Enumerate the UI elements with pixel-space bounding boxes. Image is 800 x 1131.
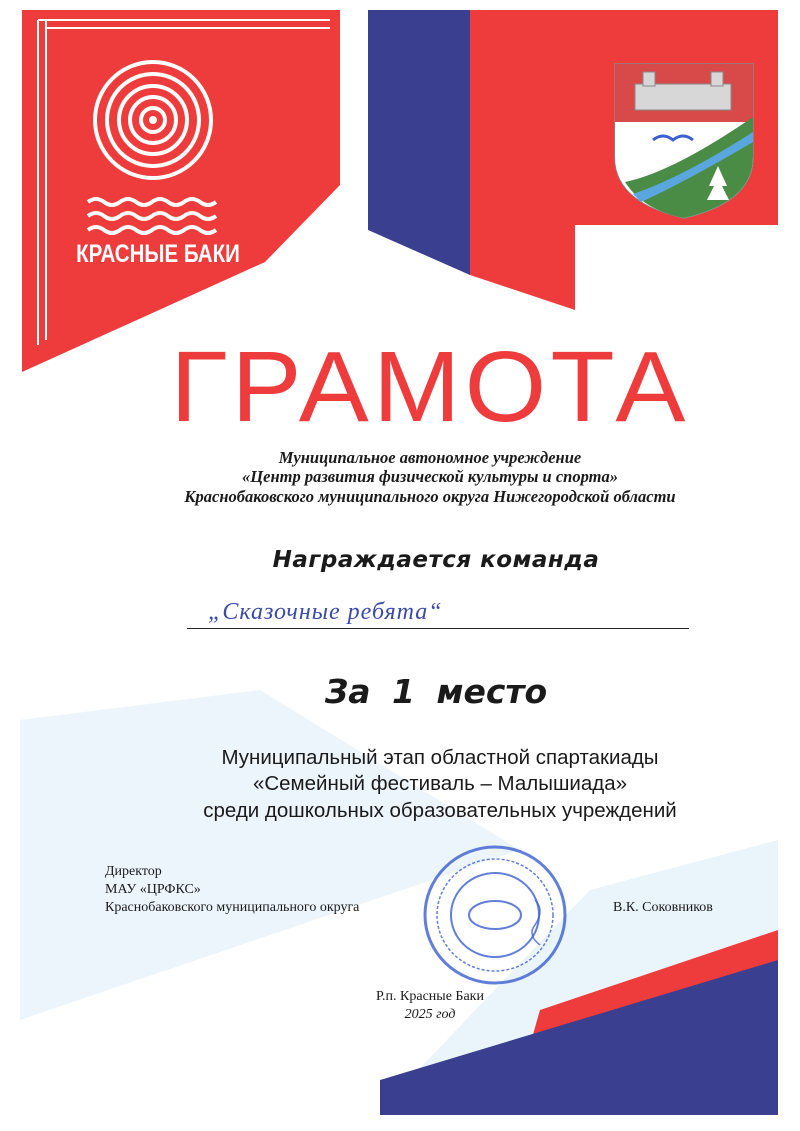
- certificate-title: ГРАМОТА: [170, 331, 690, 443]
- official-stamp-icon: [420, 840, 570, 990]
- place-text: За 1 место: [324, 672, 548, 711]
- team-name: „Сказочные ребята“: [208, 599, 443, 625]
- year: 2025 год: [404, 1007, 456, 1022]
- coat-of-arms-icon: [613, 62, 755, 220]
- awarded-text: Награждается команда: [272, 547, 600, 573]
- director-title: Директор: [105, 864, 162, 879]
- director-organization: МАУ «ЦРФКС»: [105, 882, 201, 897]
- event-line-3: среди дошкольных образовательных учреждений: [203, 799, 677, 822]
- organization-line-2: «Центр развития физической культуры и спорта»: [242, 467, 618, 486]
- event-line-1: Муниципальный этап областной спартакиады: [221, 746, 659, 769]
- director-district: Краснобаковского муниципального округа: [105, 900, 360, 915]
- signer-name: В.К. Соковников: [613, 900, 713, 915]
- logo-caption: КРАСНЫЕ БАКИ: [76, 240, 240, 268]
- city: Р.п. Красные Баки: [376, 989, 484, 1004]
- event-line-2: «Семейный фестиваль – Малышиада»: [252, 772, 628, 795]
- organization-line-1: Муниципальное автономное учреждение: [278, 448, 582, 467]
- organization-line-3: Краснобаковского муниципального округа Нижегородской области: [184, 487, 676, 506]
- team-name-underline: [187, 628, 689, 629]
